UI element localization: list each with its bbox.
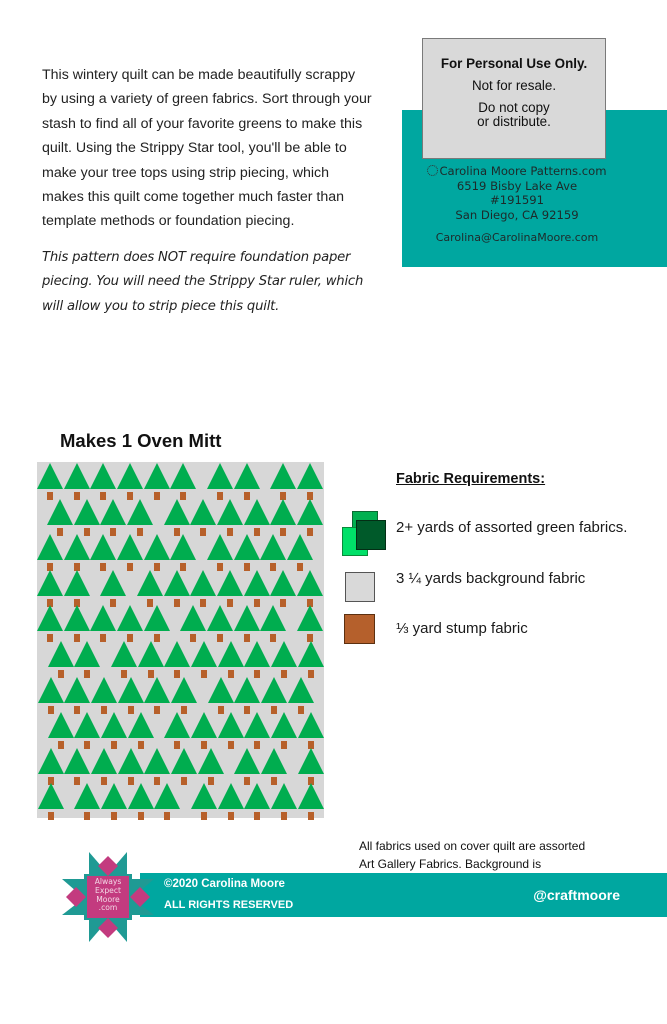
contact-city: San Diego, CA 92159 <box>455 207 579 222</box>
tree-icon <box>298 640 324 676</box>
tree-icon <box>297 498 323 534</box>
tree-icon <box>171 676 197 712</box>
tree-icon <box>244 640 270 676</box>
tree-icon <box>64 676 90 712</box>
logo-text: Always Expect Moore .com <box>94 877 122 913</box>
quilt-row <box>37 533 324 569</box>
tree-icon <box>64 462 90 498</box>
quilt-row <box>37 462 324 498</box>
tree-icon <box>191 640 217 676</box>
tree-icon <box>111 640 137 676</box>
tree-icon <box>128 782 154 818</box>
quilt-row <box>37 747 324 783</box>
tree-icon <box>207 462 233 498</box>
quilt-row <box>37 676 324 712</box>
tree-icon <box>261 676 287 712</box>
tree-icon <box>118 676 144 712</box>
contact-email[interactable]: Carolina@CarolinaMoore.com <box>435 231 599 244</box>
tree-icon <box>244 498 270 534</box>
fabric-requirements-heading: Fabric Requirements: <box>396 471 546 487</box>
notice-title: For Personal Use Only. <box>440 56 588 71</box>
tree-icon <box>128 711 154 747</box>
quilt-row <box>37 640 324 676</box>
tree-icon <box>101 782 127 818</box>
tree-icon <box>270 569 296 605</box>
tree-icon <box>117 604 143 640</box>
tree-icon <box>164 640 190 676</box>
tree-icon <box>101 711 127 747</box>
quilt-row <box>37 604 324 640</box>
quilt-title: Makes 1 Oven Mitt <box>60 430 222 451</box>
tree-icon <box>217 569 243 605</box>
tree-icon <box>260 604 286 640</box>
tree-icon <box>117 462 143 498</box>
intro-section <box>42 63 372 331</box>
tree-icon <box>270 498 296 534</box>
tree-icon <box>138 640 164 676</box>
tree-icon <box>74 640 100 676</box>
tree-icon <box>171 747 197 783</box>
stump-fabric-swatch-icon <box>344 614 375 644</box>
contact-unit: #191591 <box>490 193 544 207</box>
tree-icon <box>37 462 63 498</box>
tree-icon <box>270 462 296 498</box>
tree-icon <box>190 498 216 534</box>
fabric-item-background <box>342 570 667 606</box>
contact-street: 6519 Bisby Lake Ave <box>456 178 578 193</box>
tree-icon <box>260 533 286 569</box>
background-fabric-swatch-icon <box>345 572 375 602</box>
tree-icon <box>38 782 64 818</box>
tree-icon <box>287 533 313 569</box>
social-handle[interactable]: @craftmoore <box>533 887 620 903</box>
tree-icon <box>271 782 297 818</box>
tree-icon <box>234 604 260 640</box>
tree-icon <box>207 604 233 640</box>
tree-icon <box>64 604 90 640</box>
fabric-label-green: 2+ yards of assorted green fabrics. <box>396 519 628 536</box>
tree-icon <box>100 569 126 605</box>
tree-icon <box>190 569 216 605</box>
tree-icon <box>144 533 170 569</box>
tree-icon <box>234 747 260 783</box>
tree-icon <box>198 747 224 783</box>
brand-circle-icon <box>427 165 438 176</box>
quilt-row <box>37 711 324 747</box>
tree-icon <box>144 747 170 783</box>
notice-line-copy: Do not copy or distribute. <box>477 100 551 129</box>
tree-icon <box>74 782 100 818</box>
contact-info <box>402 164 632 246</box>
fabric-item-stump <box>342 613 667 649</box>
tree-icon <box>207 533 233 569</box>
tree-icon <box>127 498 153 534</box>
tree-icon <box>74 498 100 534</box>
tree-icon <box>234 533 260 569</box>
tree-icon <box>74 711 100 747</box>
tree-icon <box>297 604 323 640</box>
tree-icon <box>144 676 170 712</box>
tree-icon <box>64 747 90 783</box>
tree-icon <box>244 782 270 818</box>
tree-icon <box>218 640 244 676</box>
tree-icon <box>244 711 270 747</box>
tree-icon <box>234 462 260 498</box>
personal-use-notice <box>422 38 606 159</box>
tree-icon <box>298 747 324 783</box>
intro-note: This pattern does NOT require foundation paper piecing. You will need the Strippy Star ruler, which will allow you to strip piece this quilt. <box>42 249 364 314</box>
tree-icon <box>298 782 324 818</box>
tree-icon <box>137 569 163 605</box>
fabric-label-stump: ⅓ yard stump fabric <box>396 620 528 637</box>
tree-icon <box>164 498 190 534</box>
notice-line-resale: Not for resale. <box>471 78 557 93</box>
rights-text: ALL RIGHTS RESERVED <box>164 899 294 911</box>
tree-icon <box>47 498 73 534</box>
tree-icon <box>164 711 190 747</box>
tree-icon <box>37 533 63 569</box>
tree-icon <box>154 782 180 818</box>
tree-icon <box>271 640 297 676</box>
tree-icon <box>38 676 64 712</box>
tree-icon <box>191 711 217 747</box>
tree-icon <box>144 604 170 640</box>
tree-icon <box>48 640 74 676</box>
tree-icon <box>297 462 323 498</box>
tree-icon <box>164 569 190 605</box>
tree-icon <box>298 711 324 747</box>
tree-icon <box>191 782 217 818</box>
tree-icon <box>91 747 117 783</box>
fabric-item-green <box>342 510 667 546</box>
fabric-source-note: All fabrics used on cover quilt are assorted Art Gallery Fabrics. Background is <box>359 839 586 871</box>
intro-paragraph: This wintery quilt can be made beautifully scrappy by using a variety of green fabrics. Sort through your stash to find all of your favorite greens to make this quilt. Using the Strippy Star tool, you'll be able to make your tree tops using strip piecing, which makes this quilt come together much faster than template methods or foundation piecing. <box>42 67 372 230</box>
tree-icon <box>170 462 196 498</box>
tree-icon <box>64 569 90 605</box>
tree-icon <box>91 676 117 712</box>
tree-icon <box>208 676 234 712</box>
quilt-row <box>37 569 324 605</box>
tree-icon <box>244 569 270 605</box>
tree-icon <box>90 604 116 640</box>
contact-brand: Carolina Moore Patterns.com <box>402 164 632 179</box>
tree-icon <box>218 782 244 818</box>
tree-icon <box>144 462 170 498</box>
tree-icon <box>234 676 260 712</box>
quilt-row <box>37 782 324 818</box>
tree-icon <box>90 533 116 569</box>
always-expect-moore-logo <box>62 852 154 942</box>
fabric-label-background: 3 ¼ yards background fabric <box>396 570 586 587</box>
tree-icon <box>64 533 90 569</box>
copyright-text: ©2020 Carolina Moore <box>164 878 285 890</box>
tree-icon <box>118 747 144 783</box>
tree-icon <box>90 462 116 498</box>
tree-icon <box>170 533 196 569</box>
tree-icon <box>37 569 63 605</box>
tree-icon <box>48 711 74 747</box>
tree-icon <box>271 711 297 747</box>
tree-icon <box>217 498 243 534</box>
tree-icon <box>37 604 63 640</box>
tree-icon <box>261 747 287 783</box>
footer-bar <box>140 873 667 917</box>
tree-icon <box>297 569 323 605</box>
quilt-image <box>37 462 324 818</box>
tree-icon <box>117 533 143 569</box>
quilt-row <box>37 498 324 534</box>
tree-icon <box>288 676 314 712</box>
tree-icon <box>218 711 244 747</box>
tree-icon <box>100 498 126 534</box>
tree-icon <box>180 604 206 640</box>
tree-icon <box>38 747 64 783</box>
